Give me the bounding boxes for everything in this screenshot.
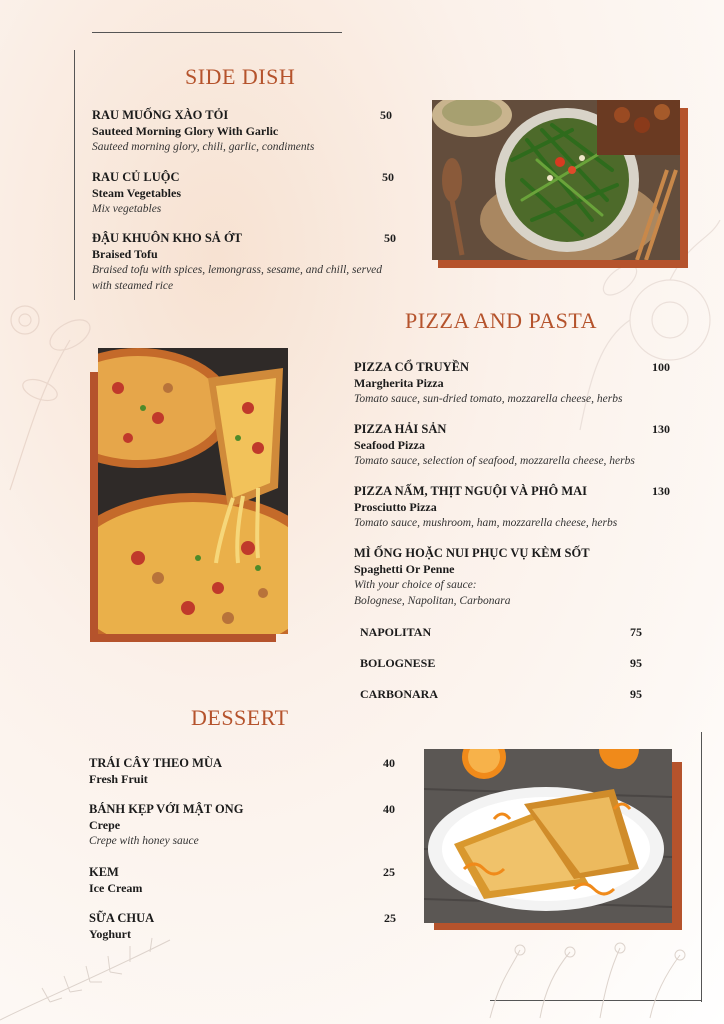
item-price: 50 xyxy=(380,108,392,122)
item-vn-name: SỮA CHUA xyxy=(89,911,155,925)
item-en-name: Yoghurt xyxy=(89,927,132,941)
item-vn-name: RAU MUỐNG XÀO TỎI xyxy=(92,108,229,122)
item-vn-name: BÁNH KẸP VỚI MẬT ONG xyxy=(89,802,244,816)
left-rule xyxy=(74,50,75,300)
item-description: Tomato sauce, sun-dried tomato, mozzarella cheese, herbs xyxy=(354,393,623,405)
sauce-name: CARBONARA xyxy=(360,687,438,701)
pizza-pasta-title: PIZZA AND PASTA xyxy=(405,308,597,333)
item-price: 25 xyxy=(383,865,395,879)
menu-item xyxy=(89,756,379,787)
item-en-name: Ice Cream xyxy=(89,881,143,895)
item-en-name: Steam Vegetables xyxy=(92,186,181,200)
item-en-name: Braised Tofu xyxy=(92,247,158,261)
sauce-price: 95 xyxy=(630,687,642,701)
menu-item xyxy=(354,360,654,407)
menu-item xyxy=(92,170,382,217)
side-dish-photo xyxy=(432,100,680,260)
side-dish-title: SIDE DISH xyxy=(185,64,296,89)
item-description: Tomato sauce, mushroom, ham, mozzarella cheese, herbs xyxy=(354,517,618,529)
top-rule xyxy=(92,32,342,33)
item-description: Mix vegetables xyxy=(92,203,162,215)
item-vn-name: KEM xyxy=(89,865,119,879)
item-vn-name: MÌ ỐNG HOẶC NUI PHỤC VỤ KÈM SỐT xyxy=(354,546,590,560)
item-description: Crepe with honey sauce xyxy=(89,835,199,847)
item-price: 100 xyxy=(652,360,670,374)
sauce-name: BOLOGNESE xyxy=(360,656,436,670)
sauce-price: 75 xyxy=(630,625,642,639)
item-vn-name: PIZZA HẢI SẢN xyxy=(354,422,447,436)
menu-item xyxy=(354,546,654,609)
item-description: With your choice of sauce: xyxy=(354,579,477,591)
pizza-photo xyxy=(98,348,288,634)
item-en-name: Fresh Fruit xyxy=(89,772,148,786)
menu-item xyxy=(89,911,379,942)
menu-item xyxy=(89,802,379,849)
dessert-title: DESSERT xyxy=(191,705,289,730)
item-vn-name: RAU CỦ LUỘC xyxy=(92,170,180,184)
menu-item xyxy=(354,422,654,469)
item-price: 25 xyxy=(384,911,396,925)
item-price: 40 xyxy=(383,802,395,816)
item-description: Sauteed morning glory, chili, garlic, condiments xyxy=(92,141,315,153)
item-vn-name: PIZZA NẤM, THỊT NGUỘI VÀ PHÔ MAI xyxy=(354,484,588,498)
item-price: 130 xyxy=(652,422,670,436)
item-vn-name: PIZZA CỔ TRUYỀN xyxy=(354,360,470,374)
sauce-name: NAPOLITAN xyxy=(360,625,432,639)
item-description-sauces: Bolognese, Napolitan, Carbonara xyxy=(354,595,511,607)
item-en-name: Margherita Pizza xyxy=(354,376,444,390)
item-price: 50 xyxy=(384,231,396,245)
item-en-name: Sauteed Morning Glory With Garlic xyxy=(92,124,279,138)
item-price: 50 xyxy=(382,170,394,184)
item-vn-name: ĐẬU KHUÔN KHO SẢ ỚT xyxy=(92,231,243,245)
dessert-photo xyxy=(424,749,672,923)
item-description: Braised tofu with spices, lemongrass, sesame, and chill, served with steamed rice xyxy=(92,264,383,292)
menu-item xyxy=(92,108,382,155)
menu-item xyxy=(89,865,379,896)
item-en-name: Crepe xyxy=(89,818,121,832)
item-en-name: Seafood Pizza xyxy=(354,438,425,452)
menu-item xyxy=(354,484,654,531)
sauce-price: 95 xyxy=(630,656,642,670)
item-en-name: Prosciutto Pizza xyxy=(354,500,437,514)
floral-decoration-bottom-right xyxy=(480,940,710,1020)
menu-item xyxy=(92,231,392,294)
item-price: 130 xyxy=(652,484,670,498)
item-description: Tomato sauce, selection of seafood, mozzarella cheese, herbs xyxy=(354,455,635,467)
item-vn-name: TRÁI CÂY THEO MÙA xyxy=(89,756,222,770)
item-price: 40 xyxy=(383,756,395,770)
item-en-name: Spaghetti Or Penne xyxy=(354,562,455,576)
